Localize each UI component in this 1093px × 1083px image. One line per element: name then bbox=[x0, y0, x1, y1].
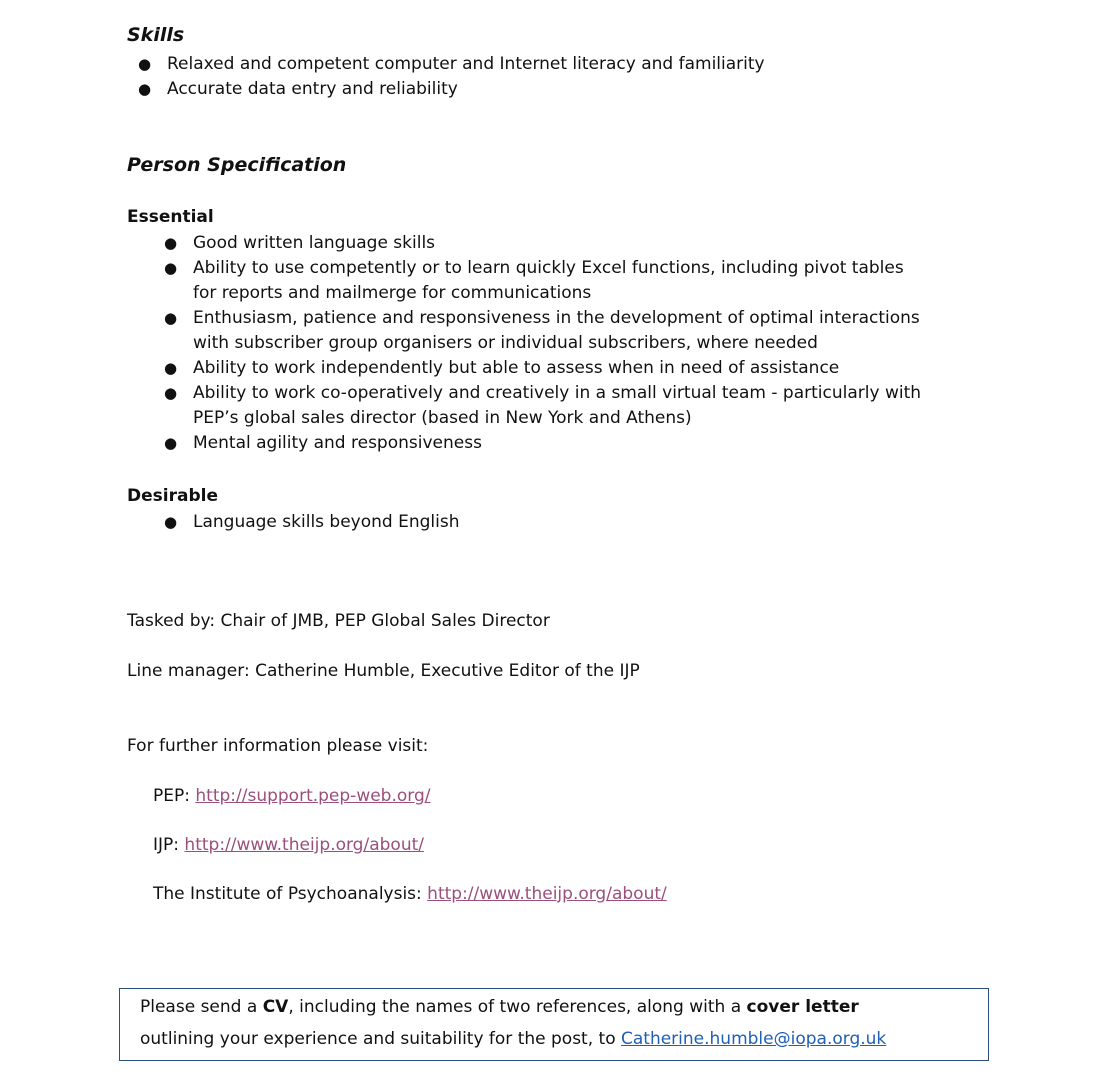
desirable-label: Desirable bbox=[127, 486, 218, 506]
person-spec-heading: Person Specification bbox=[127, 154, 347, 176]
essential-label: Essential bbox=[127, 207, 214, 227]
list-item: ● Good written language skills bbox=[193, 231, 921, 256]
essential-list bbox=[164, 231, 922, 456]
list-item: ● Relaxed and competent computer and Internet literacy and familiarity bbox=[167, 52, 765, 77]
list-item: ● Ability to use competently or to learn quickly Excel functions, including pivot tables for reports and mailmerge for communications bbox=[164, 258, 904, 303]
list-item: ● Mental agility and responsiveness bbox=[193, 431, 921, 456]
pep-link-row: PEP: http://support.pep-web.org/ bbox=[153, 786, 431, 806]
further-info-label: For further information please visit: bbox=[127, 736, 429, 756]
iop-link-row: The Institute of Psychoanalysis: http://www.theijp.org/about/ bbox=[153, 884, 667, 904]
list-item: ● Enthusiasm, patience and responsiveness in the development of optimal interactions with subscriber group organisers or individual subscribers, where needed bbox=[164, 308, 920, 353]
institute-link[interactable]: http://www.theijp.org/about/ bbox=[427, 884, 667, 904]
ijp-link[interactable]: http://www.theijp.org/about/ bbox=[184, 835, 424, 855]
skills-heading: Skills bbox=[127, 24, 185, 46]
contact-box bbox=[119, 988, 989, 1061]
email-link[interactable]: Catherine.humble@iopa.org.uk bbox=[621, 1029, 887, 1049]
bullet-icon: ● bbox=[164, 434, 178, 452]
ijp-link-row: IJP: http://www.theijp.org/about/ bbox=[153, 835, 424, 855]
desirable-list bbox=[164, 510, 460, 535]
tasked-by: Tasked by: Chair of JMB, PEP Global Sales Director bbox=[127, 611, 550, 631]
bullet-icon: ● bbox=[164, 384, 178, 402]
bullet-icon: ● bbox=[164, 234, 178, 252]
list-item: ● Language skills beyond English bbox=[193, 510, 460, 535]
bullet-icon: ● bbox=[164, 259, 178, 277]
line-manager: Line manager: Catherine Humble, Executive Editor of the IJP bbox=[127, 661, 640, 681]
bullet-icon: ● bbox=[164, 359, 178, 377]
bullet-icon: ● bbox=[164, 309, 178, 327]
bullet-icon: ● bbox=[164, 513, 178, 531]
contact-line-1: Please send a CV, including the names of two references, along with a cover letter bbox=[140, 997, 859, 1017]
bullet-icon: ● bbox=[138, 55, 152, 73]
pep-link[interactable]: http://support.pep-web.org/ bbox=[195, 786, 431, 806]
list-item: ● Ability to work co-operatively and creatively in a small virtual team - particularly with PEP’s global sales director (based in New York and Athens) bbox=[164, 383, 922, 428]
contact-line-2: outlining your experience and suitability for the post, to Catherine.humble@iopa.org.uk bbox=[140, 1029, 887, 1049]
list-item: ● Accurate data entry and reliability bbox=[167, 77, 765, 102]
bullet-icon: ● bbox=[138, 80, 152, 98]
list-item: ● Ability to work independently but able to assess when in need of assistance bbox=[193, 356, 921, 381]
skills-list bbox=[138, 52, 765, 102]
